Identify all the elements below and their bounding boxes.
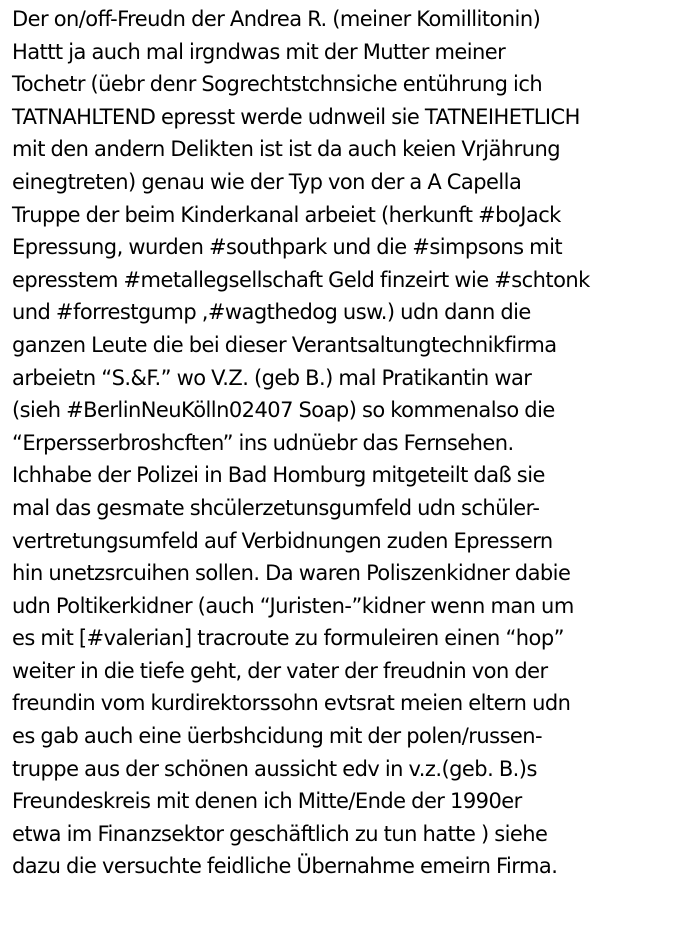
text-line: mal das gesmate shcülerzetunsgumfeld udn schüler- <box>12 495 540 520</box>
text-line: arbeietn “S.&F.” wo V.Z. (geb B.) mal Pratikantin war <box>12 365 532 390</box>
text-line: (sieh #BerlinNeuKölln02407 Soap) so kommenalso die <box>12 398 555 423</box>
text-line: mit den andern Delikten ist ist da auch keien Vrjährung <box>12 137 561 162</box>
document-text-body <box>12 3 680 883</box>
text-line: freundin vom kurdirektorssohn evtsrat meien eltern udn <box>12 691 571 716</box>
text-line: Truppe der beim Kinderkanal arbeiet (herkunft #boJack <box>12 202 561 227</box>
text-line: Freundeskreis mit denen ich Mitte/Ende der 1990er <box>12 789 522 814</box>
text-line: truppe aus der schönen aussicht edv in v.z.(geb. B.)s <box>12 756 537 781</box>
text-line: dazu die versuchte feidliche Übernahme emeirn Firma. <box>12 854 558 879</box>
text-line: weiter in die tiefe geht, der vater der freudnin von der <box>12 658 548 683</box>
text-line: vertretungsumfeld auf Verbidnungen zuden Epressern <box>12 528 553 553</box>
text-line: hin unetzsrcuihen sollen. Da waren Poliszenkidner dabie <box>12 561 571 586</box>
text-line: etwa im Finanzsektor geschäftlich zu tun hatte ) siehe <box>12 821 548 846</box>
text-line: Der on/off-Freudn der Andrea R. (meiner Komillitonin) <box>12 7 541 31</box>
text-line: “Erpersserbroshcften” ins udnüebr das Fernsehen. <box>12 430 514 455</box>
text-line: es mit [#valerian] tracroute zu formuleiren einen “hop” <box>12 626 564 651</box>
text-line: und #forrestgump ,#wagthedog usw.) udn dann die <box>12 300 531 325</box>
text-line: Hattt ja auch mal irgndwas mit der Mutter meiner <box>12 39 506 64</box>
text-line: einegtreten) genau wie der Typ von der a A Capella <box>12 169 522 194</box>
text-line: udn Poltikerkidner (auch “Juristen-”kidner wenn man um <box>12 593 574 618</box>
text-line: es gab auch eine üerbshcidung mit der polen/russen- <box>12 724 543 749</box>
text-line: ganzen Leute die bei dieser Verantsaltungtechnikfirma <box>12 332 557 357</box>
text-line: Epressung, wurden #southpark und die #simpsons mit <box>12 235 563 260</box>
text-line: TATNAHLTEND epresst werde udnweil sie TATNEIHETLICH <box>12 104 580 129</box>
text-line: epresstem #metallegsellschaft Geld finzeirt wie #schtonk <box>12 267 590 292</box>
text-line: Ichhabe der Polizei in Bad Homburg mitgeteilt daß sie <box>12 463 545 488</box>
text-line: Tochetr (üebr denr Sogrechtstchnsiche entührung ich <box>12 72 543 97</box>
